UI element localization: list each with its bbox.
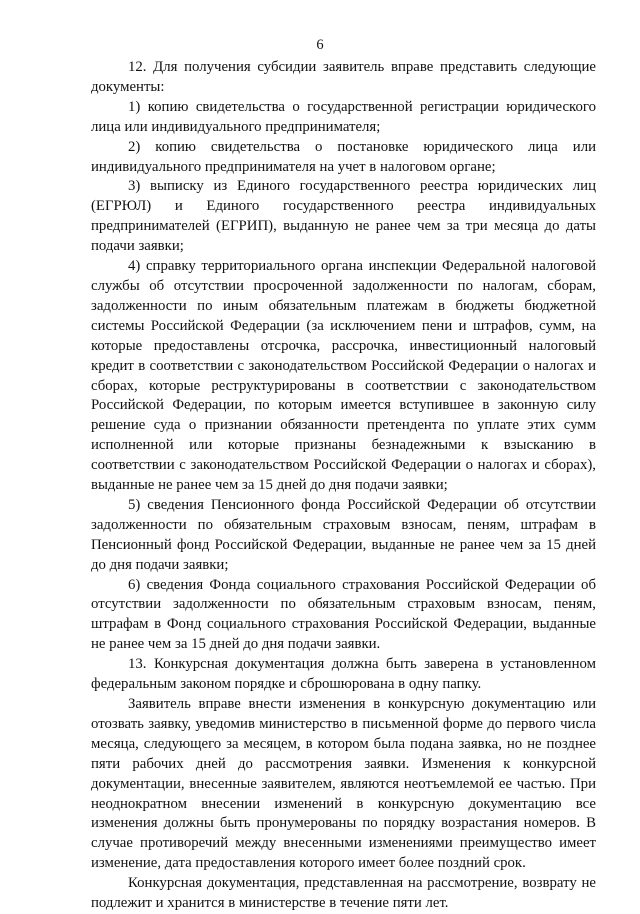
list-item-5: 5) сведения Пенсионного фонда Российской Федерации об отсутствии задолженности по обязательным страховым взносам, пеням, штрафам в Пенсионный фонд Российской Федерации, выданные не ранее чем за 15 дней до дня подачи заявки; (91, 496, 596, 573)
list-item-2: 2) копию свидетельства о постановке юридического лица или индивидуального предпринимателя на учет в налоговом органе; (91, 138, 596, 175)
paragraph-retention: Конкурсная документация, представленная на рассмотрение, возврату не подлежит и хранится в министерстве в течение пяти лет. (91, 875, 596, 912)
paragraph-item-12-intro: 12. Для получения субсидии заявитель вправе представить следующие документы: (91, 59, 596, 95)
list-item-6: 6) сведения Фонда социального страхования Российской Федерации об отсутствии задолженности по обязательным страховым взносам, пеням, штрафам в Фонд социального страхования Российской Федерации, выданные не ранее чем за 15 дней до дня подачи заявки. (91, 576, 596, 653)
paragraph-item-13: 13. Конкурсная документация должна быть заверена в установленном федеральным законом порядке и сброшюрована в одну папку. (91, 656, 596, 693)
list-item-1: 1) копию свидетельства о государственной регистрации юридического лица или индивидуального предпринимателя; (91, 98, 596, 135)
list-item-3: 3) выписку из Единого государственного реестра юридических лиц (ЕГРЮЛ) и Единого государственного реестра индивидуальных предпринимателей (ЕГРИП), выданную не ранее чем за три месяца до даты подачи заявки; (91, 178, 596, 255)
document-body (91, 58, 596, 914)
page-number: 6 (316, 37, 324, 53)
paragraph-changes: Заявитель вправе внести изменения в конкурсную документацию или отозвать заявку, уведомив министерство в письменной форме до первого числа месяца, следующего за месяцем, в котором была подана заявка, но не позднее пяти рабочих дней до рассмотрения заявки. Изменения к конкурсной документации, внесенные заявителем, являются неотъемлемой ее частью. При неоднократном внесении изменений в конкурсную документацию все изменения должны быть пронумерованы по порядку возрастания номеров. В случае противоречий между внесенными изменениями преимущество имеет изменение, дата предоставления которого имеет более поздний срок. (91, 696, 596, 872)
list-item-4: 4) справку территориального органа инспекции Федеральной налоговой службы об отсутствии просроченной задолженности по налогам, сборам, задолженности по иным обязательным платежам в бюджеты бюджетной системы Российской Федерации (за исключением пени и штрафов, сумм, на которые предоставлены отсрочка, рассрочка, инвестиционный налоговый кредит в соответствии с законодательством Российской Федерации о налогах и сборах, которые реструктурированы в соответствии с законодательством Российской Федерации, по которым имеется вступившее в законную силу решение суда о признании обязанности претендента по уплате этих сумм исполненной или которые признаны безнадежными к взысканию в соответствии с законодательством Российской Федерации о налогах и сборах), выданные не ранее чем за 15 дней до дня подачи заявки; (91, 258, 596, 494)
